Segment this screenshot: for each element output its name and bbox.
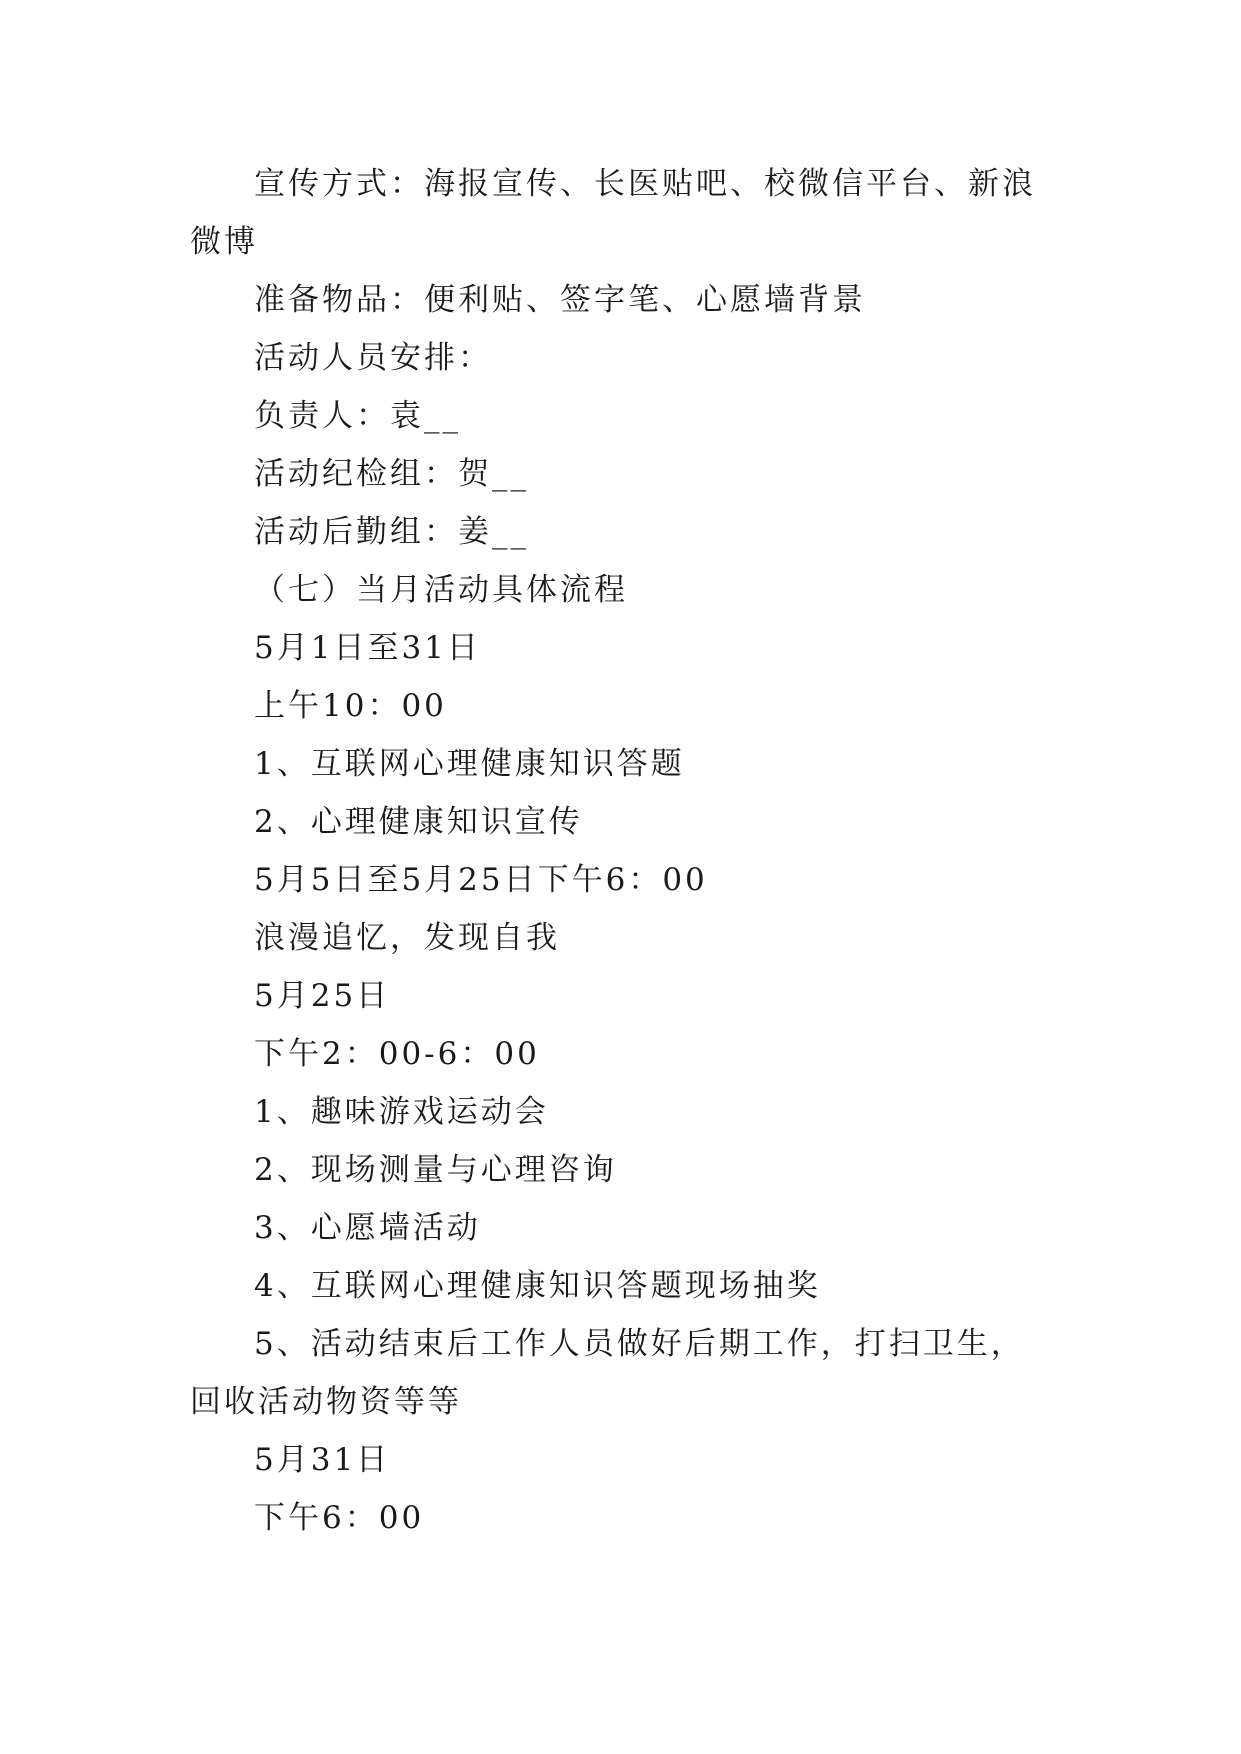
paragraph-time: 下午2：00-6：00	[254, 1036, 540, 1072]
list-item: 1、趣味游戏运动会	[254, 1094, 549, 1130]
list-item: 5、活动结束后工作人员做好后期工作，打扫卫生，回收活动物资等等	[190, 1326, 1025, 1420]
paragraph-date: 5月31日	[254, 1442, 391, 1478]
paragraph-publicity-methods: 宣传方式：海报宣传、长医贴吧、校微信平台、新浪微博	[190, 166, 1036, 260]
paragraph-time: 上午10：00	[254, 688, 447, 724]
paragraph-activity-title: 浪漫追忆，发现自我	[254, 920, 560, 956]
paragraph-time: 下午6：00	[254, 1500, 425, 1536]
paragraph-person-in-charge: 负责人：袁__	[254, 398, 461, 434]
list-item: 4、互联网心理健康知识答题现场抽奖	[254, 1268, 821, 1304]
paragraph-logistics-group: 活动后勤组：姜__	[254, 514, 529, 550]
paragraph-prepared-items: 准备物品：便利贴、签字笔、心愿墙背景	[254, 282, 866, 318]
paragraph-date-range: 5月5日至5月25日下午6：00	[254, 862, 708, 898]
section-heading-activity-process: （七）当月活动具体流程	[254, 572, 628, 608]
paragraph-date: 5月25日	[254, 978, 391, 1014]
paragraph-date-range: 5月1日至31日	[254, 630, 481, 666]
document-page	[190, 155, 1050, 1547]
list-item: 1、互联网心理健康知识答题	[254, 746, 685, 782]
list-item: 3、心愿墙活动	[254, 1210, 481, 1246]
list-item: 2、心理健康知识宣传	[254, 804, 583, 840]
list-item: 2、现场测量与心理咨询	[254, 1152, 617, 1188]
paragraph-staff-arrangement: 活动人员安排：	[254, 340, 492, 376]
paragraph-discipline-group: 活动纪检组：贺__	[254, 456, 529, 492]
